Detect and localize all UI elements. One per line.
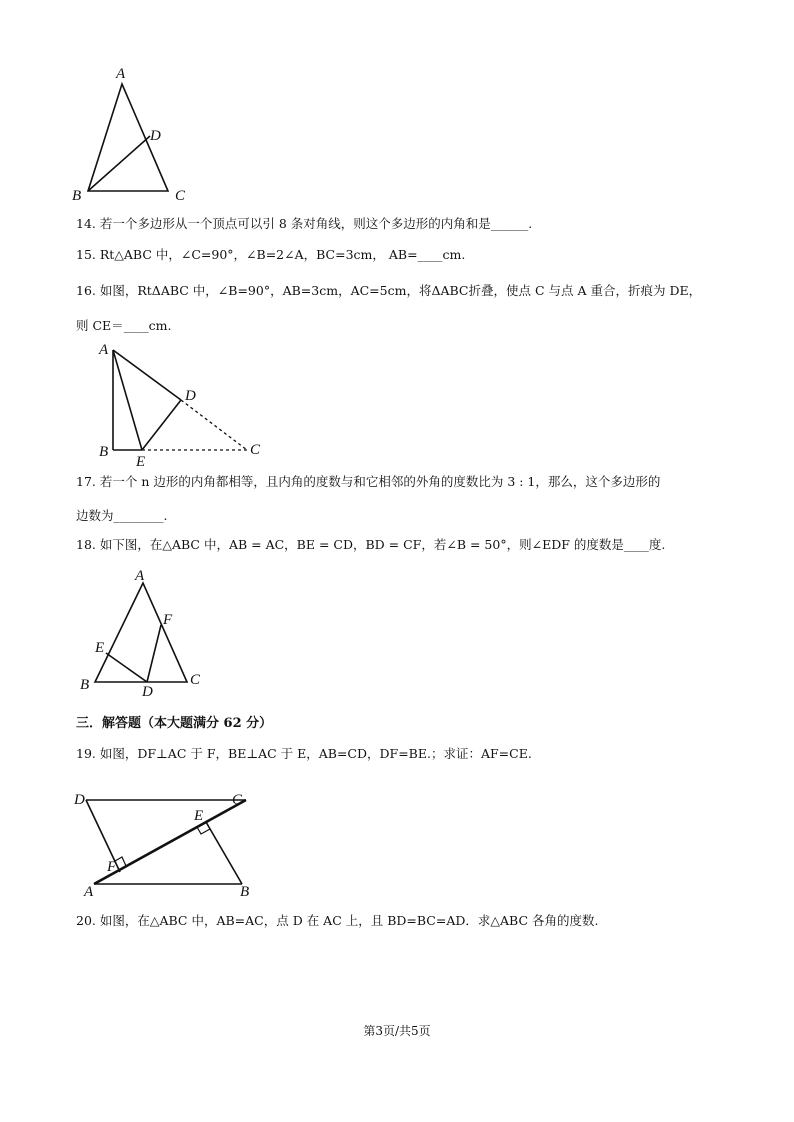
label-b: B <box>99 444 109 460</box>
segment-de <box>142 400 181 450</box>
question-16-line-2: 则 CE＝____cm. <box>76 318 172 333</box>
question-20: 20. 如图，在△ABC 中，AB=AC，点 D 在 AC 上，且 BD=BC=AD．求△ABC 各角的度数. <box>76 913 599 928</box>
page-footer: 第3页/共5页 <box>363 1024 431 1038</box>
segment-dc-dashed <box>181 400 247 450</box>
figure-triangle-abdc <box>60 60 210 210</box>
question-14: 14. 若一个多边形从一个顶点可以引 8 条对角线，则这个多边形的内角和是______. <box>76 216 533 231</box>
segment-eb <box>206 822 242 884</box>
label-b: B <box>80 677 90 693</box>
question-15: 15. Rt△ABC 中，∠C=90°，∠B=2∠A，BC=3cm， AB=____cm. <box>76 247 466 262</box>
question-19: 19. 如图，DF⊥AC 于 F，BE⊥AC 于 E，AB=CD，DF=BE.；求证：AF=CE. <box>76 746 532 761</box>
figure-19-parallelogram <box>70 788 270 900</box>
label-f: F <box>163 612 173 628</box>
segment-df <box>147 625 161 682</box>
label-e: E <box>136 454 146 470</box>
label-a: A <box>135 568 145 584</box>
right-angle-mark-e <box>197 827 210 834</box>
label-c: C <box>250 442 261 458</box>
label-b: B <box>240 884 250 900</box>
segment-ac <box>94 800 246 884</box>
label-e: E <box>194 808 204 824</box>
segment-ae <box>113 350 142 450</box>
segment-ad <box>113 350 181 400</box>
label-d: D <box>142 684 153 700</box>
label-d: D <box>150 128 161 144</box>
label-d: D <box>74 792 85 808</box>
label-a: A <box>116 66 126 82</box>
label-c: C <box>175 188 186 204</box>
question-17-line-2: 边数为________. <box>76 508 168 523</box>
segment-ed <box>106 653 147 682</box>
figure-18-triangle <box>75 565 220 700</box>
label-d: D <box>185 388 196 404</box>
question-17-line-1: 17. 若一个 n 边形的内角都相等，且内角的度数与和它相邻的外角的度数比为 3 : 1，那么，这个多边形的 <box>76 474 661 489</box>
label-c: C <box>190 672 201 688</box>
label-f: F <box>107 859 117 875</box>
label-a: A <box>84 884 94 900</box>
section-heading-3: 三．解答题（本大题满分 62 分） <box>76 716 273 731</box>
question-18: 18. 如下图，在△ABC 中，AB = AC，BE = CD，BD = CF，若∠B = 50°，则∠EDF 的度数是____度. <box>76 537 666 552</box>
question-16-line-1: 16. 如图，RtΔABC 中，∠B=90°，AB=3cm，AC=5cm，将ΔABC折叠，使点 C 与点 A 重合，折痕为 DE， <box>76 283 702 298</box>
label-b: B <box>72 188 82 204</box>
figure-16-fold <box>95 338 275 468</box>
label-c: C <box>232 792 243 808</box>
triangle-abc <box>95 583 187 682</box>
label-a: A <box>99 342 109 358</box>
label-e: E <box>95 640 105 656</box>
